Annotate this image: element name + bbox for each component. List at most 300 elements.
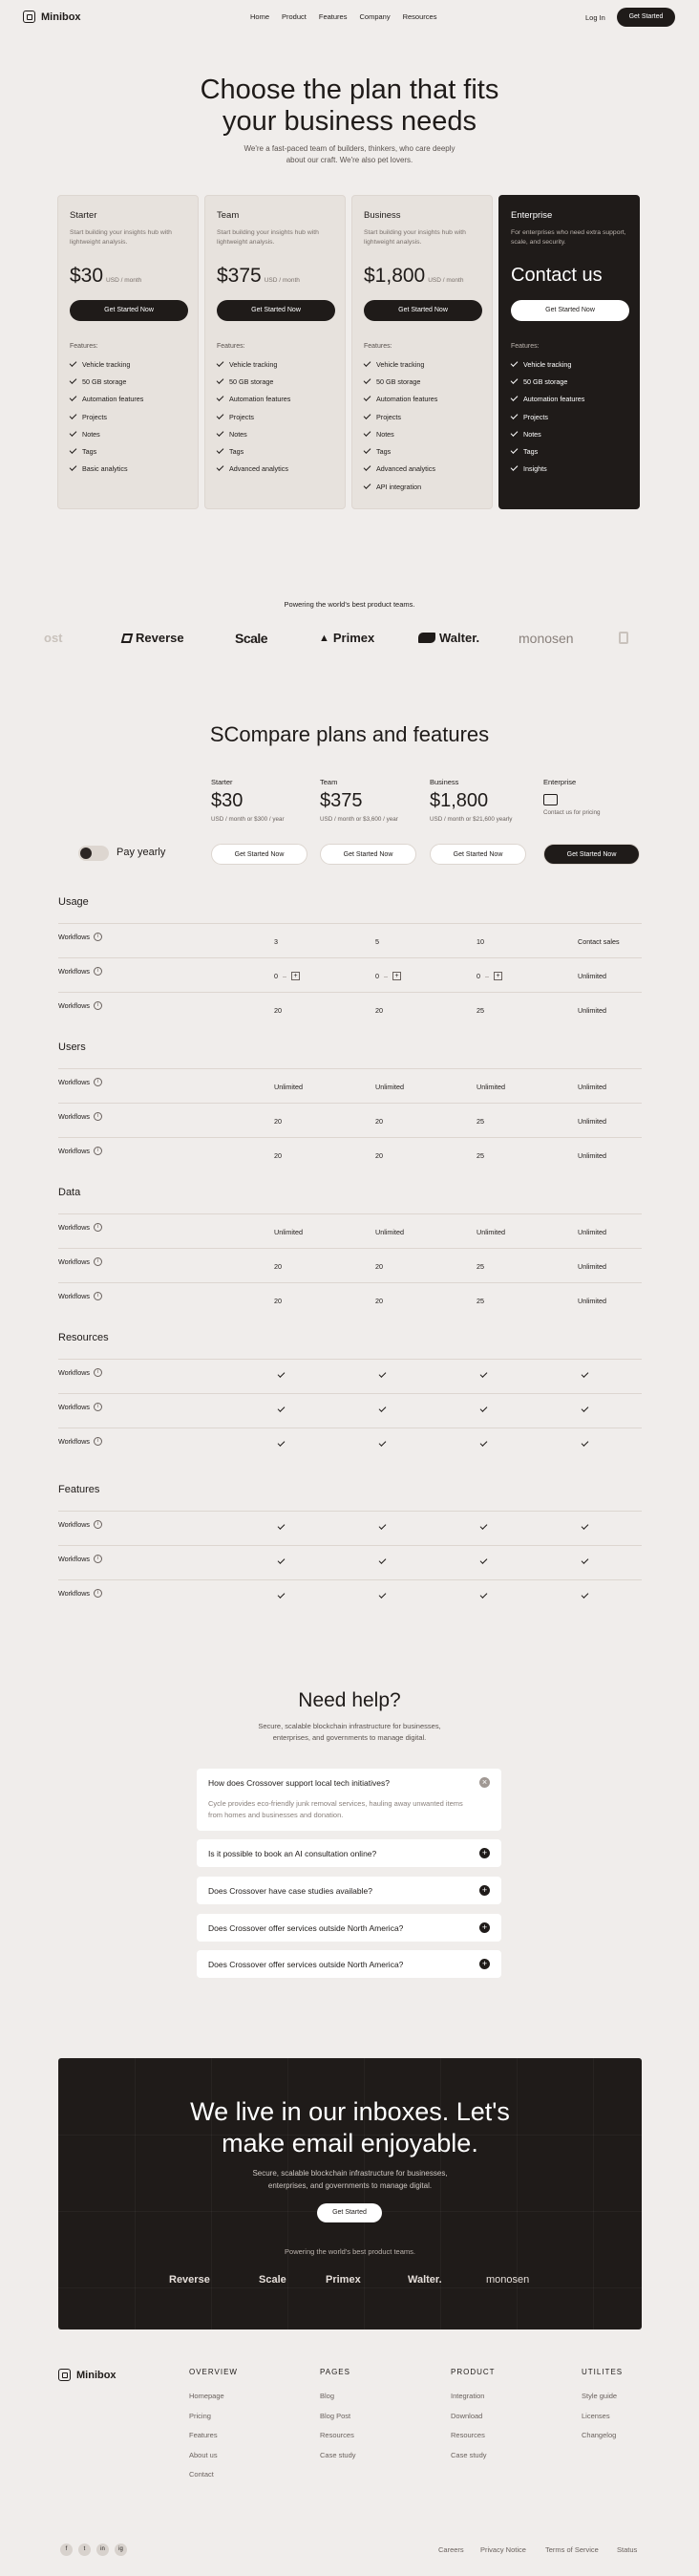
compare-cell: Contact sales [578,937,620,946]
compare-cell: 5 [375,937,379,946]
check-icon [364,464,371,472]
compare-row-label [58,1147,102,1155]
plan-feature-label: Notes [376,429,394,439]
info-icon[interactable]: i [94,1223,102,1232]
plan-card-business [351,195,493,509]
footer-link[interactable]: Blog [320,2392,335,2400]
hero-title-line1: Choose the plan that fits [200,75,499,105]
compare-row [58,992,642,1026]
plan-feature-item [70,408,143,425]
reverse-logo-icon [121,633,134,643]
check-icon [278,1405,286,1412]
compare-row [58,1428,642,1462]
check-icon [511,429,519,437]
check-icon [70,446,77,454]
plan-name: Team [217,210,240,221]
footer-brand-logo[interactable] [58,2369,116,2381]
compare-cell: 20 [375,1262,383,1271]
brand-logo-partial: ost [44,631,63,645]
footer-link[interactable]: Pricing [189,2411,211,2420]
plus-icon[interactable]: + [392,972,401,980]
check-icon [480,1439,488,1447]
check-icon [70,412,77,419]
check-icon [364,376,371,384]
footer-column-product [451,2368,496,2470]
footer-bottom-link[interactable]: Careers [438,2545,464,2554]
compare-row-label [58,1292,102,1300]
cta-brand-scale: Scale [259,2274,286,2286]
info-icon[interactable]: i [94,1292,102,1300]
plan-feature-label: Projects [82,412,107,421]
check-icon [379,1439,387,1447]
plan-feature-item [364,442,437,460]
plan-feature-label: Notes [523,429,541,439]
plan-card-starter [57,195,199,509]
cta-brand-walter: Walter. [408,2274,442,2286]
plan-price [364,265,463,288]
compare-get-started-button[interactable]: Get Started Now [320,844,416,865]
footer-link[interactable]: Integration [451,2392,485,2400]
brand-logo-reverse [122,631,184,645]
plan-price-amount: Contact us [511,265,603,286]
compare-plan-name: Team [320,778,338,786]
check-icon [70,429,77,437]
logo-icon [23,11,35,23]
plan-feature-item [217,461,290,478]
check-icon [582,1522,589,1530]
check-icon [379,1522,387,1530]
compare-plan-enterprise [543,778,643,816]
info-icon[interactable]: i [94,1078,102,1086]
footer-link[interactable]: Features [189,2431,218,2439]
check-icon [480,1556,488,1564]
check-icon [278,1556,286,1564]
footer-link[interactable]: Licenses [582,2411,610,2420]
plus-icon[interactable]: + [291,972,300,980]
compare-row [58,1103,642,1137]
compare-plan-name: Starter [211,778,233,786]
footer-link[interactable]: Blog Post [320,2411,351,2420]
nav-link-product[interactable]: Product [282,12,307,21]
compare-cell: Unlimited [274,1228,303,1236]
info-icon[interactable]: i [94,967,102,976]
compare-row-label [58,1257,102,1266]
check-icon [379,1405,387,1412]
faq-question: Does Crossover offer services outside North America? [208,1923,404,1933]
plan-price-unit: USD / month [106,277,142,284]
check-icon [217,429,224,437]
brand-logo-monosen: monosen [519,631,574,646]
check-icon [582,1405,589,1412]
faq-answer: Cycle provides eco-friendly junk removal services, hauling away unwanted items from homes and businesses and donation. [208,1799,463,1819]
plan-price-amount: $30 [70,265,104,287]
check-icon [480,1405,488,1412]
plan-price-unit: USD / month [428,277,464,284]
brand-logo-scale: Scale [235,631,268,646]
plan-feature-label: Notes [82,429,100,439]
plan-feature-item [364,408,437,425]
row-label-text: Workflows [58,1368,91,1377]
footer-link[interactable]: Contact [189,2470,214,2479]
plan-features-list [511,355,584,478]
plus-icon[interactable]: + [479,1922,490,1933]
compare-row-label [58,1403,102,1411]
compare-row [58,1545,642,1579]
plan-features-label: Features: [511,343,540,350]
stepper-value: 0 [375,972,379,980]
compare-row-label [58,1555,102,1563]
quantity-stepper[interactable] [274,972,300,980]
plan-feature-label: Vehicle tracking [82,359,131,369]
chat-icon [543,794,558,805]
plan-price-amount: $1,800 [364,265,426,287]
info-icon[interactable]: i [94,1368,102,1377]
compare-row [58,1393,642,1428]
check-icon [511,376,519,384]
check-icon [217,464,224,472]
compare-cell: Unlimited [578,1297,606,1305]
plan-feature-item [70,461,143,478]
cta-brand-monosen: monosen [486,2274,530,2286]
plan-feature-item [364,373,437,390]
brand-name: Minibox [41,11,81,23]
check-icon [511,359,519,367]
footer-column-utilites [582,2368,623,2451]
compare-cell: 20 [274,1006,282,1015]
check-icon [70,464,77,472]
info-icon[interactable]: i [94,1520,102,1529]
footer-brand-name: Minibox [76,2369,116,2381]
stepper-value: 0 [274,972,278,980]
footer-link[interactable]: Homepage [189,2392,224,2400]
footer-bottom-link[interactable]: Status [617,2545,638,2554]
plan-feature-item [364,425,437,442]
compare-row [58,1248,642,1282]
plan-feature-label: Projects [376,412,401,421]
linkedin-icon[interactable]: in [96,2544,109,2556]
cta-banner [58,2058,642,2329]
instagram-icon[interactable]: ig [115,2544,127,2556]
cta-title-line2: make email enjoyable. [222,2129,478,2157]
compare-cell: 20 [274,1262,282,1271]
plan-feature-label: Advanced analytics [229,464,288,474]
footer-link[interactable]: About us [189,2450,218,2459]
plan-get-started-button[interactable]: Get Started Now [217,300,335,321]
check-icon [217,394,224,401]
compare-row [58,1137,642,1171]
nav-link-features[interactable]: Features [318,12,348,21]
nav-link-company[interactable]: Company [359,12,391,21]
plan-feature-item [70,355,143,373]
plan-feature-item [217,391,290,408]
plan-feature-item [70,425,143,442]
footer-column-title: UTILITES [582,2368,624,2376]
plan-feature-label: Automation features [82,395,144,404]
info-icon[interactable]: i [94,1437,102,1446]
faq-item[interactable] [197,1914,501,1942]
row-label-text: Workflows [58,1112,91,1121]
quantity-stepper[interactable] [477,972,502,980]
plan-feature-item [511,355,584,373]
minus-icon[interactable]: – [384,972,388,980]
plan-feature-item [511,442,584,460]
compare-plan-detail: Contact us for pricing [543,809,601,816]
compare-plan-detail: USD / month or $300 / year [211,816,285,823]
plan-feature-item [217,425,290,442]
plan-feature-label: 50 GB storage [376,376,421,386]
check-icon [582,1439,589,1447]
check-icon [582,1370,589,1378]
plus-icon[interactable]: + [494,972,502,980]
check-icon [511,446,519,454]
plan-feature-label: Automation features [229,395,291,404]
plan-card-team [204,195,346,509]
check-icon [582,1556,589,1564]
top-nav [0,0,699,36]
minus-icon[interactable]: – [283,972,286,980]
row-label-text: Workflows [58,1292,91,1300]
footer-column-pages [320,2368,356,2470]
compare-row-label [58,967,102,976]
plan-feature-label: Vehicle tracking [376,359,425,369]
compare-cell: Unlimited [375,1228,404,1236]
plan-price [511,265,603,287]
info-icon[interactable]: i [94,1147,102,1155]
info-icon[interactable]: i [94,1555,102,1563]
row-label-text: Workflows [58,1437,91,1446]
compare-plan-price: $1,800 [430,790,489,811]
brand-name: Walter. [439,631,480,645]
cta-brand-primex: Primex [326,2274,361,2286]
compare-row-label [58,1437,102,1446]
compare-row [58,1068,642,1103]
cta-get-started-button[interactable]: Get Started [317,2203,382,2222]
plan-feature-label: Vehicle tracking [229,359,278,369]
check-icon [480,1591,488,1599]
footer-link[interactable]: Changelog [582,2431,617,2439]
plus-icon[interactable]: + [479,1848,490,1858]
plan-feature-item [217,442,290,460]
compare-row [58,1282,642,1317]
check-icon [217,412,224,419]
info-icon[interactable]: i [94,1112,102,1121]
logo-icon [58,2369,71,2381]
compare-section-data: Data [58,1187,81,1198]
brand-name: Primex [332,631,375,645]
footer-link[interactable]: Resources [320,2431,354,2439]
plan-feature-label: Automation features [376,395,438,404]
compare-row-label [58,1078,102,1086]
facebook-icon[interactable]: f [60,2544,73,2556]
cta-title-line1: We live in our inboxes. Let's [190,2097,510,2126]
compare-get-started-button[interactable]: Get Started Now [211,844,307,865]
compare-cell: 20 [274,1151,282,1160]
plan-features-list [217,355,290,478]
check-icon [511,412,519,419]
compare-plan-name: Enterprise [543,778,577,786]
row-label-text: Workflows [58,1520,91,1529]
footer-link[interactable]: Case study [320,2450,356,2459]
plan-feature-item [364,478,437,495]
info-icon[interactable]: i [94,1001,102,1010]
plan-feature-label: Tags [229,447,244,457]
info-icon[interactable]: i [94,1589,102,1598]
plan-feature-label: Notes [229,429,247,439]
plan-feature-label: 50 GB storage [82,376,127,386]
plan-feature-item [70,391,143,408]
close-icon[interactable]: × [479,1777,490,1788]
faq-item[interactable] [197,1950,501,1978]
minus-icon[interactable]: – [485,972,489,980]
compare-cell: 25 [477,1117,484,1126]
plan-feature-item [364,461,437,478]
compare-cell: 20 [375,1151,383,1160]
plan-description: Start building your insights hub with lightweight analysis. [70,229,172,246]
check-icon [70,394,77,401]
row-label-text: Workflows [58,1589,91,1598]
login-link[interactable]: Log In [585,13,605,22]
brand-logo-primex [319,631,374,645]
footer-column-title: PAGES [320,2368,350,2376]
compare-row [58,1359,642,1393]
compare-row-label [58,1223,102,1232]
compare-plan-detail: USD / month or $21,600 yearly [430,816,513,823]
compare-get-started-button[interactable]: Get Started Now [430,844,526,865]
help-subtitle: Secure, scalable blockchain infrastructure for businesses, enterprises, and governments to manage digital. [258,1722,441,1742]
faq-item[interactable] [197,1877,501,1904]
check-icon [364,412,371,419]
plan-description: For enterprises who need extra support, scale, and security. [511,229,626,246]
plan-feature-label: 50 GB storage [229,376,274,386]
plan-description: Start building your insights hub with lightweight analysis. [364,229,466,246]
quantity-stepper[interactable] [375,972,401,980]
compare-row [58,1579,642,1614]
plan-name: Business [364,210,401,221]
footer-link[interactable]: Download [451,2411,483,2420]
footer-bottom-link[interactable]: Terms of Service [545,2545,599,2554]
check-icon [364,482,371,489]
nav-link-home[interactable]: Home [250,12,270,21]
check-icon [379,1556,387,1564]
brand-logo-walter [418,631,479,645]
nav-get-started-button[interactable]: Get Started [617,8,675,27]
compare-cell: Unlimited [375,1083,404,1091]
compare-cell: 20 [274,1297,282,1305]
compare-cell: 25 [477,1006,484,1015]
compare-plan-starter [211,778,310,823]
plan-get-started-button[interactable]: Get Started Now [511,300,629,321]
footer-link[interactable]: Style guide [582,2392,618,2400]
cta-brand-reverse: Reverse [169,2274,210,2286]
plan-feature-item [364,355,437,373]
plan-get-started-button[interactable]: Get Started Now [70,300,188,321]
plan-features-label: Features: [217,343,245,350]
footer-link[interactable]: Resources [451,2431,485,2439]
primex-logo-icon: ▲ [319,632,329,644]
faq-item[interactable] [197,1769,501,1831]
footer-column-title: OVERVIEW [189,2368,238,2376]
check-icon [278,1439,286,1447]
info-icon[interactable]: i [94,1403,102,1411]
nav-link-resources[interactable]: Resources [402,12,437,21]
check-icon [364,429,371,437]
check-icon [278,1591,286,1599]
pay-yearly-toggle[interactable] [78,846,109,861]
info-icon[interactable]: i [94,933,102,941]
cta-title [58,2096,642,2159]
compare-plan-name: Business [430,778,459,786]
compare-cell: Unlimited [274,1083,303,1091]
plus-icon[interactable]: + [479,1959,490,1969]
info-icon[interactable]: i [94,1257,102,1266]
hero-title [0,75,699,138]
plan-feature-label: 50 GB storage [523,376,568,386]
plan-feature-label: Projects [523,412,548,421]
footer-bottom-link[interactable]: Privacy Notice [480,2545,526,2554]
compare-row-label [58,933,102,941]
plan-feature-label: Insights [523,464,547,474]
plan-feature-item [511,408,584,425]
help-title: Need help? [298,1689,401,1711]
plan-get-started-button[interactable]: Get Started Now [364,300,482,321]
plan-feature-label: Basic analytics [82,464,128,474]
faq-item[interactable] [197,1839,501,1867]
plan-feature-label: Projects [229,412,254,421]
compare-cell: Unlimited [578,1117,606,1126]
hero-title-line2: your business needs [222,106,477,137]
row-label-text: Workflows [58,933,91,941]
compare-cell: Unlimited [578,1083,606,1091]
brands-title: Powering the world's best product teams. [284,600,415,609]
check-icon [379,1370,387,1378]
compare-row [58,1213,642,1248]
plan-features-label: Features: [70,343,98,350]
plan-price [217,265,300,288]
compare-section-resources: Resources [58,1332,109,1343]
plan-features-list [364,355,437,495]
compare-plan-detail: USD / month or $3,600 / year [320,816,398,823]
plus-icon[interactable]: + [479,1885,490,1896]
compare-section-features: Features [58,1484,100,1495]
compare-cell: 25 [477,1297,484,1305]
row-label-text: Workflows [58,1001,91,1010]
brand-logo[interactable] [23,11,81,23]
footer-link[interactable]: Case study [451,2450,487,2459]
compare-plan-price: $375 [320,790,363,811]
plan-price-amount: $375 [217,265,262,287]
compare-cell: 10 [477,937,484,946]
plan-description: Start building your insights hub with lightweight analysis. [217,229,319,246]
plan-feature-item [364,391,437,408]
check-icon [480,1522,488,1530]
check-icon [70,359,77,367]
plan-feature-label: Advanced analytics [376,464,435,474]
check-icon [364,446,371,454]
plan-name: Enterprise [511,210,553,221]
compare-row-label [58,1368,102,1377]
check-icon [364,359,371,367]
plan-feature-label: Tags [82,447,97,457]
plan-features-list [70,355,143,478]
compare-get-started-button[interactable]: Get Started Now [543,844,640,865]
check-icon [511,464,519,472]
compare-cell: Unlimited [578,1151,606,1160]
compare-cell: Unlimited [578,972,606,980]
check-icon [70,376,77,384]
compare-plan-business [430,778,529,823]
twitter-icon[interactable]: t [78,2544,91,2556]
brand-name: Reverse [136,631,184,645]
